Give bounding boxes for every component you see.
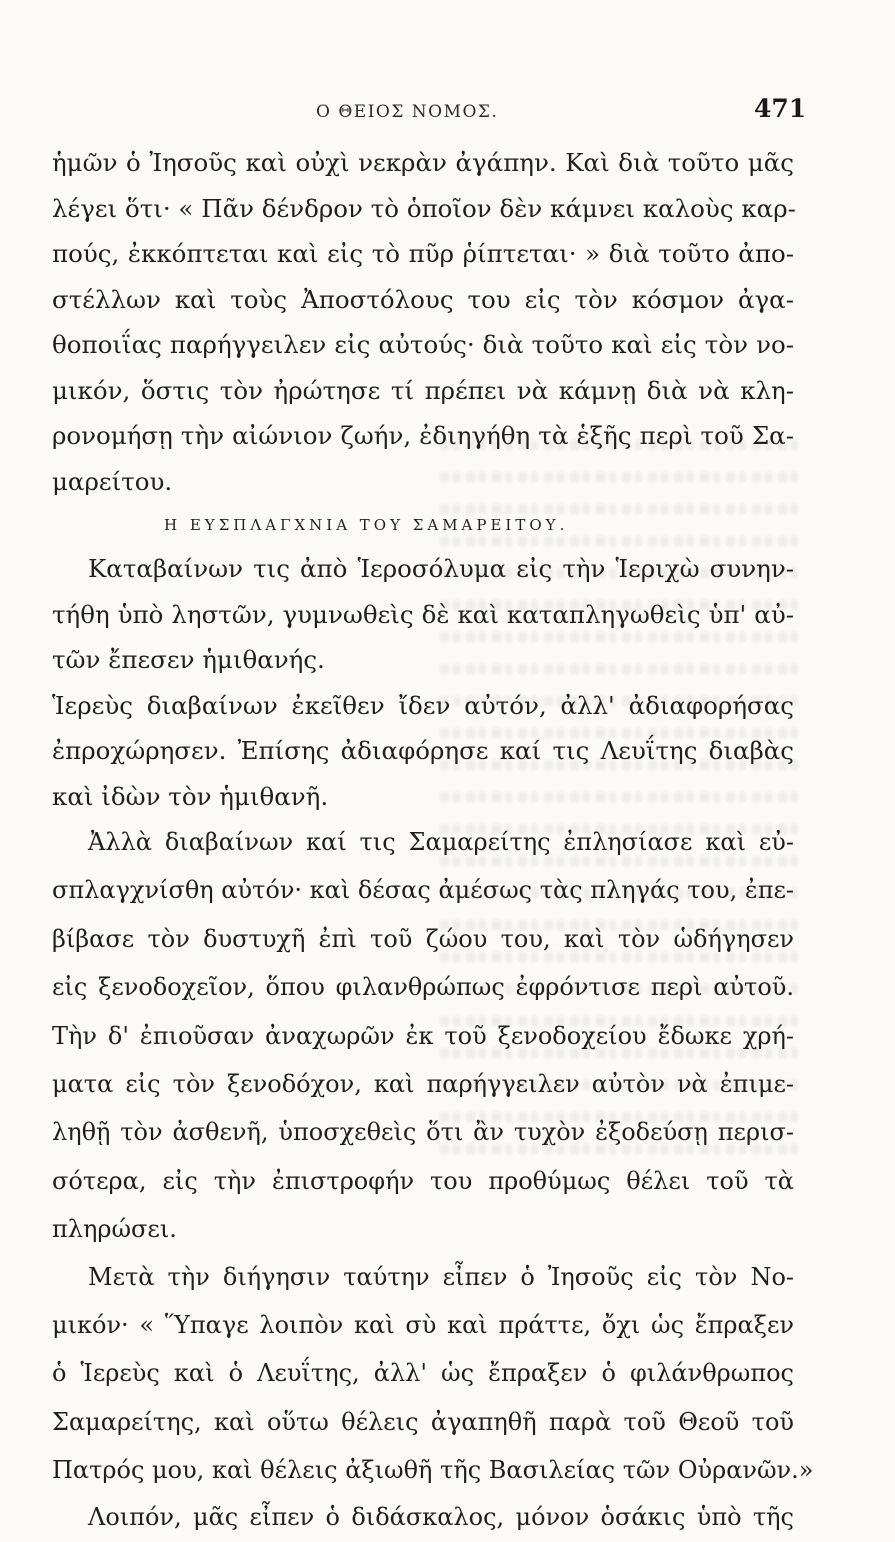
text-line: βίβασε τὸν δυστυχῆ ἐπὶ τοῦ ζώου του, καὶ τὸν ὡδήγησεν xyxy=(52,924,794,953)
text-line: τῶν ἔπεσεν ἡμιθανής. xyxy=(52,645,325,674)
text-line: ὁ Ἱερεὺς καὶ ὁ Λευΐτης, ἀλλ' ὡς ἔπραξεν ὁ φιλάνθρωπος xyxy=(52,1359,794,1388)
text-line: Τὴν δ' ἐπιοῦσαν ἀναχωρῶν ἐκ τοῦ ξενοδοχείου ἔδωκε χρή- xyxy=(52,1021,794,1050)
page-header xyxy=(0,94,895,134)
text-line: τήθη ὑπὸ ληστῶν, γυμνωθεὶς δὲ καὶ καταπληγωθεὶς ὑπ' αὐ- xyxy=(52,599,794,629)
conclusion-paragraph xyxy=(52,1253,814,1495)
text-line: Ἱερεὺς διαβαίνων ἐκεῖθεν ἴδεν αὐτόν, ἀλλ' ἀδιαφορήσας xyxy=(52,690,794,720)
text-line: Καταβαίνων τις ἀπὸ Ἱεροσόλυμα εἰς τὴν Ἱεριχὼ συνην- xyxy=(88,554,794,583)
text-line: ληθῇ τὸν ἀσθενῆ, ὑποσχεθεὶς ὅτι ἂν τυχὸν ἐξοδεύσῃ περισ- xyxy=(52,1118,794,1147)
final-paragraph xyxy=(52,1493,794,1541)
text-line: εἰς ξενοδοχεῖον, ὅπου φιλανθρώπως ἐφρόντισε περὶ αὐτοῦ. xyxy=(52,973,794,1002)
text-line: Λοιπόν, μᾶς εἶπεν ὁ διδάσκαλος, μόνον ὁσάκις ὑπὸ τῆς xyxy=(88,1503,794,1532)
text-line: σότερα, εἰς τὴν ἐπιστροφήν του προθύμως θέλει τοῦ τὰ xyxy=(52,1166,794,1195)
text-line: σπλαγχνίσθη αὐτόν· καὶ δέσας ἀμέσως τὰς πληγάς του, ἐπε- xyxy=(52,876,795,905)
text-line: Σαμαρείτης, καὶ οὕτω θέλεις ἀγαπηθῆ παρὰ τοῦ Θεοῦ τοῦ xyxy=(52,1407,794,1436)
story-paragraph xyxy=(52,546,794,819)
text-line: μαρείτου. xyxy=(52,466,173,496)
text-line: πληρώσει. xyxy=(52,1215,177,1244)
text-line: Πατρός μου, καὶ θέλεις ἀξιωθῆ τῆς Βασιλείας τῶν Οὐρανῶν.» xyxy=(52,1456,814,1485)
text-line: μικόν· « Ὕπαγε λοιπὸν καὶ σὺ καὶ πράττε, ὄχι ὡς ἔπραξεν xyxy=(52,1310,794,1339)
running-head: Ο ΘΕΙΟΣ ΝΟΜΟΣ. xyxy=(316,102,499,122)
text-line: Ἀλλὰ διαβαίνων καί τις Σαμαρείτης ἐπλησίασε καὶ εὐ- xyxy=(88,828,794,856)
body-text xyxy=(52,140,814,1542)
text-line: ματα εἰς τὸν ξενοδόχον, καὶ παρήγγειλεν αὐτὸν νὰ ἐπιμε- xyxy=(52,1069,794,1098)
text-line: μικόν, ὅστις τὸν ἠρώτησε τί πρέπει νὰ κάμνῃ διὰ νὰ κλη- xyxy=(52,375,794,405)
page-number: 471 xyxy=(754,94,807,123)
text-line: ἐπροχώρησεν. Ἐπίσης ἀδιαφόρησε καί τις Λευΐτης διαβὰς xyxy=(52,736,794,765)
section-title: Η ΕΥΣΠΛΑΓΧΝΙΑ ΤΟΥ ΣΑΜΑΡΕΙΤΟΥ. xyxy=(164,516,569,534)
samaritan-paragraph xyxy=(52,818,794,1254)
text-line: λέγει ὅτι· « Πᾶν δένδρον τὸ ὁποῖον δὲν κάμνει καλοὺς καρ- xyxy=(52,193,796,223)
text-line: ἡμῶν ὁ Ἰησοῦς καὶ οὐχὶ νεκρὰν ἀγάπην. Καὶ διὰ τοῦτο μᾶς xyxy=(52,148,794,177)
text-line: στέλλων καὶ τοὺς Ἀποστόλους του εἰς τὸν κόσμον ἀγα- xyxy=(52,284,794,314)
text-line: Μετὰ τὴν διήγησιν ταύτην εἶπεν ὁ Ἰησοῦς εἰς τὸν Νο- xyxy=(88,1262,794,1291)
text-line: θοποιΐας παρήγγειλεν εἰς αὐτούς· διὰ τοῦτο καὶ εἰς τὸν νο- xyxy=(52,330,794,359)
text-line: καὶ ἰδὼν τὸν ἡμιθανῆ. xyxy=(52,781,329,811)
text-line: ρονομήσῃ τὴν αἰώνιον ζωήν, ἐδιηγήθη τὰ ἑξῆς περὶ τοῦ Σα- xyxy=(52,421,794,450)
intro-paragraph xyxy=(52,140,794,504)
text-line: πούς, ἐκκόπτεται καὶ εἰς τὸ πῦρ ῥίπτεται· » διὰ τοῦτο ἀπο- xyxy=(52,239,794,268)
